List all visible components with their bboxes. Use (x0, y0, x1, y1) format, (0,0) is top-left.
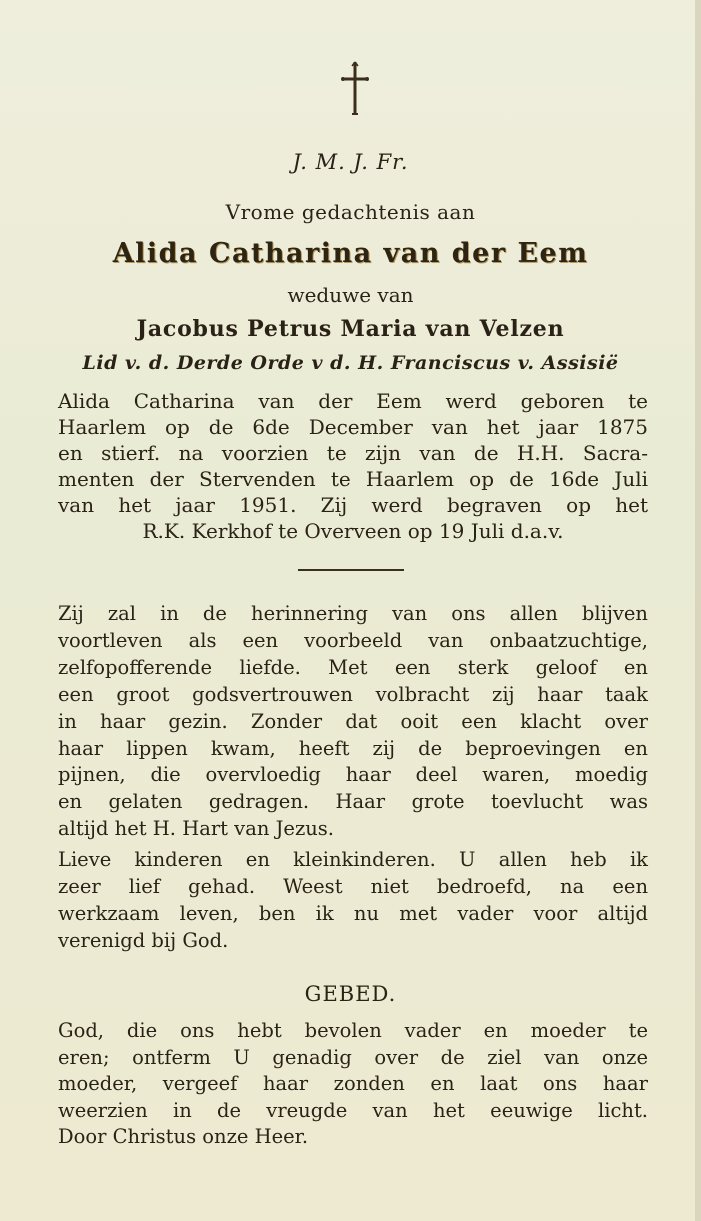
farewell-line: zeer lief gehad. Weest niet bedroefd, na een (58, 874, 648, 898)
remembrance-line: haar lippen kwam, heeft zij de beproevingen en (58, 736, 648, 760)
remembrance-line: een groot godsvertrouwen volbracht zij haar taak (58, 682, 648, 706)
farewell-line: werkzaam leven, ben ik nu met vader voor altijd (58, 901, 648, 925)
biography-paragraph (58, 388, 648, 544)
biography-line: Alida Catharina van der Eem werd geboren te (58, 389, 648, 413)
remembrance-line: Zij zal in de herinnering van ons allen blijven (58, 602, 648, 625)
deceased-name: Alida Catharina van der Eem (112, 238, 589, 269)
biography-line: en stierf. na voorzien te zijn van de H.H. Sacra- (58, 441, 648, 465)
prayer-line: moeder, vergeef haar zonden en laat ons haar (58, 1072, 648, 1095)
remembrance-paragraph (58, 601, 648, 843)
biography-line: menten der Stervenden te Haarlem op de 16de Juli (58, 467, 648, 491)
intro-line: Vrome gedachtenis aan (225, 200, 476, 224)
prayer-title: GEBED. (304, 982, 397, 1006)
prayer-line: weerzien in de vreugde van het eeuwige licht. (58, 1098, 648, 1122)
farewell-line: verenigd bij God. (58, 928, 229, 952)
prayer-line: Door Christus onze Heer. (58, 1125, 309, 1148)
biography-line: van het jaar 1951. Zij werd begraven op het (58, 493, 648, 517)
card-edge (695, 0, 701, 1221)
remembrance-line: in haar gezin. Zonder dat ooit een klacht over (58, 709, 648, 733)
biography-line: Haarlem op de 6de December van het jaar 1875 (58, 415, 648, 439)
prayer-line: God, die ons hebt bevolen vader en moeder te (58, 1019, 648, 1042)
farewell-paragraph (58, 847, 648, 955)
prayer-paragraph (58, 1018, 648, 1151)
farewell-line: Lieve kinderen en kleinkinderen. U allen heb ik (58, 848, 648, 871)
order-membership: Lid v. d. Derde Orde v d. H. Franciscus v. Assisië (82, 352, 619, 374)
remembrance-line: zelfopofferende liefde. Met een sterk geloof en (58, 655, 648, 679)
remembrance-line: voortleven als een voorbeeld van onbaatzuchtige, (58, 628, 648, 652)
monogram: J. M. J. Fr. (292, 150, 409, 174)
remembrance-line: altijd het H. Hart van Jezus. (58, 817, 334, 841)
prayer-line: eren; ontferm U genadig over de ziel van onze (58, 1045, 648, 1069)
biography-line: R.K. Kerkhof te Overveen op 19 Juli d.a.v. (142, 519, 564, 543)
husband-name: Jacobus Petrus Maria van Velzen (136, 316, 565, 342)
cross-icon (340, 60, 370, 116)
divider (298, 569, 404, 571)
relation-line: weduwe van (287, 283, 414, 307)
remembrance-line: en gelaten gedragen. Haar grote toevlucht was (58, 790, 648, 814)
remembrance-line: pijnen, die overvloedig haar deel waren, moedig (58, 763, 648, 787)
